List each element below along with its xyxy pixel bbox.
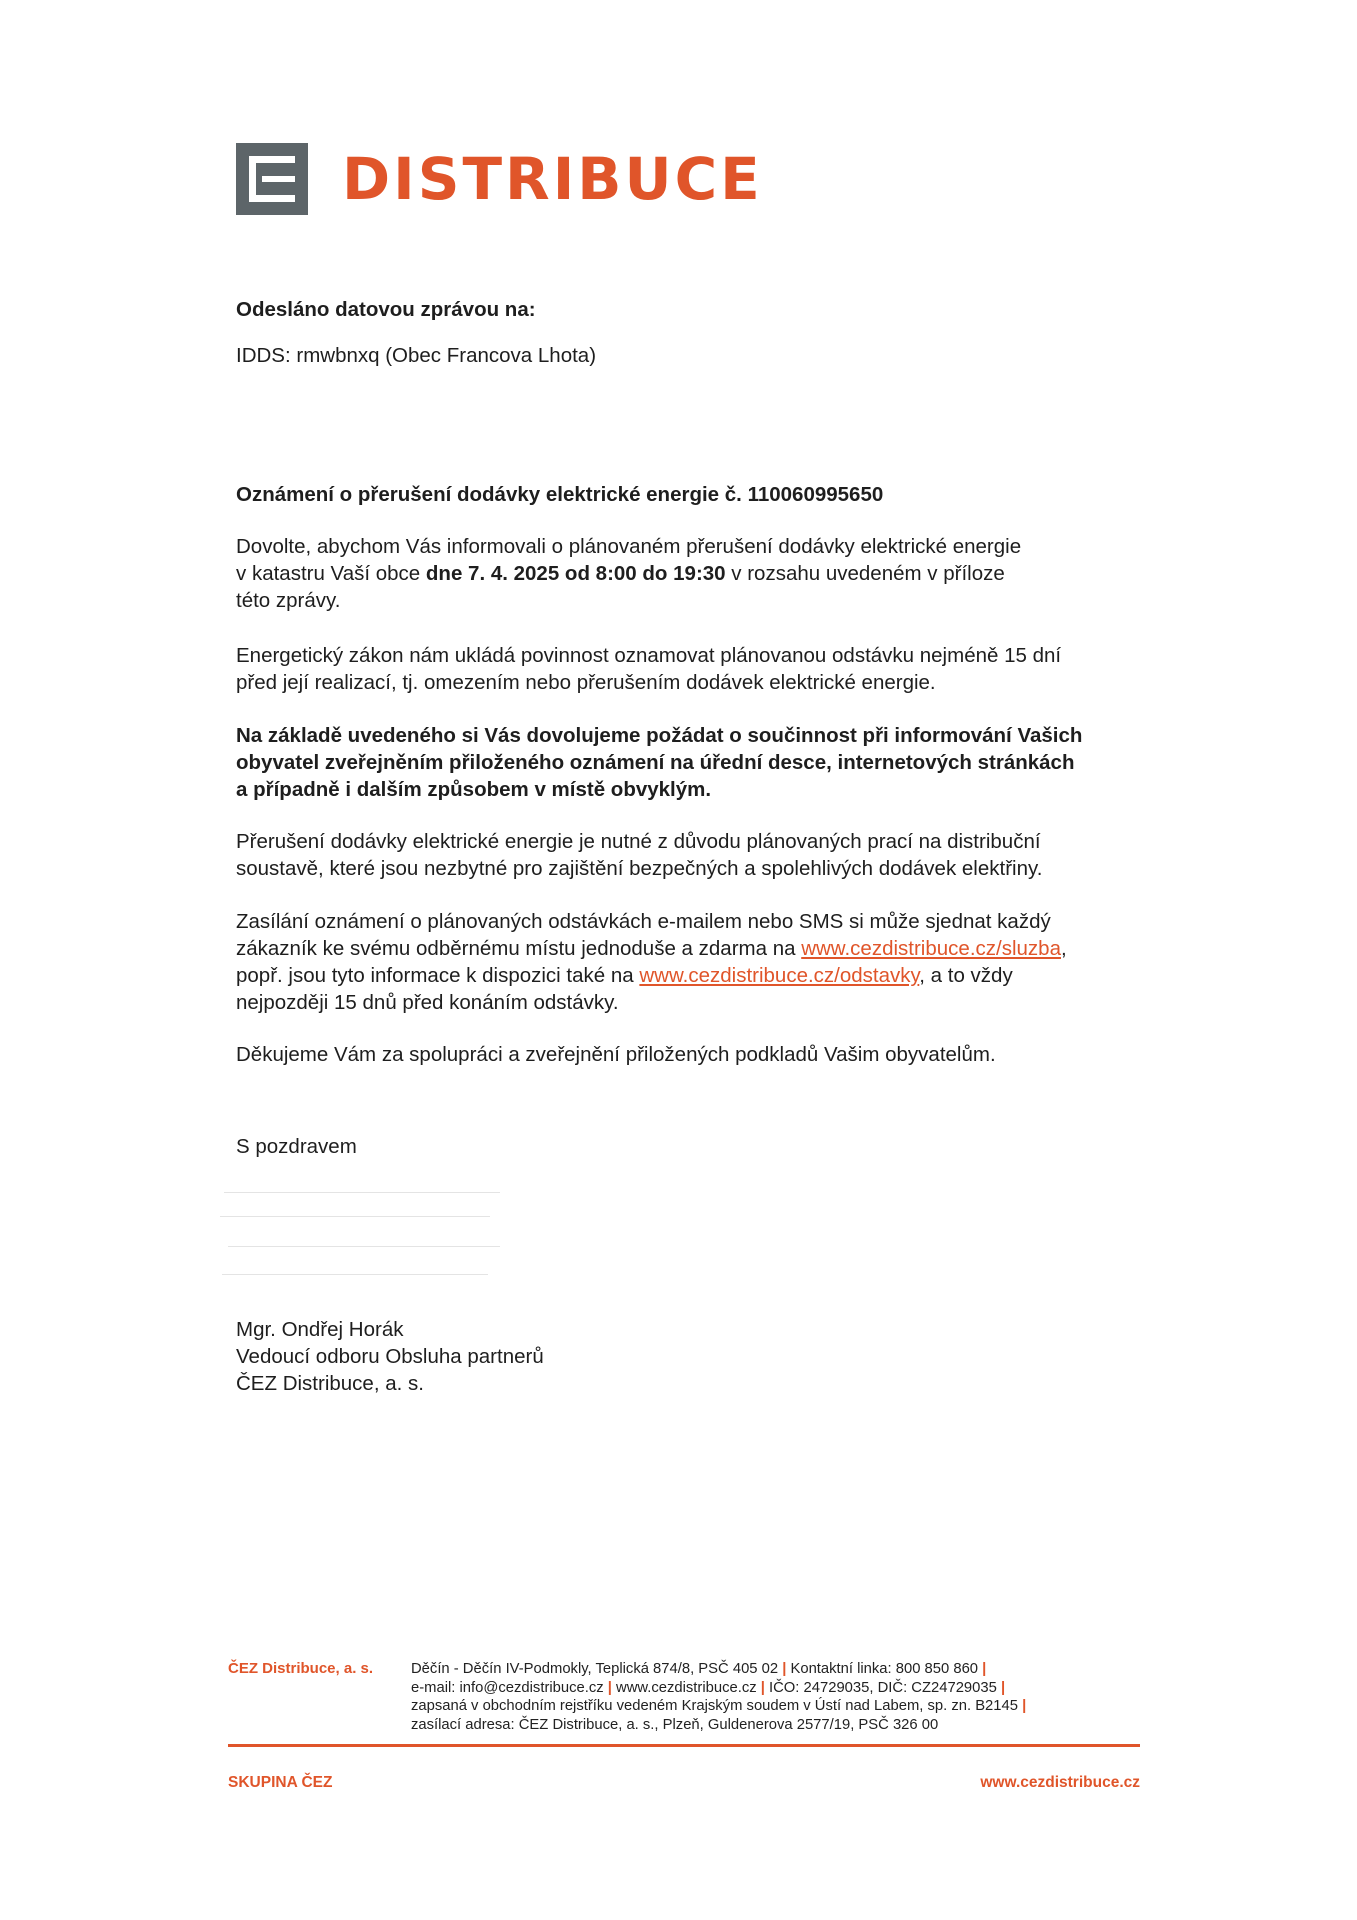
- signer-role: Vedoucí odboru Obsluha partnerů: [236, 1345, 544, 1368]
- outages-link[interactable]: www.cezdistribuce.cz/odstavky: [639, 964, 920, 987]
- paragraph-reason: Přerušení dodávky elektrické energie je nutné z důvodu plánovaných prací na distribuční soustavě, které jsou nezbytné pro zajištění bezpečných a spolehlivých dodávek elektřiny.: [236, 830, 1043, 880]
- signer-name: Mgr. Ondřej Horák: [236, 1318, 404, 1341]
- sent-via-heading: Odesláno datovou zprávou na:: [236, 298, 536, 321]
- greeting: S pozdravem: [236, 1135, 357, 1158]
- footer-details: Děčín - Děčín IV-Podmokly, Teplická 874/8, PSČ 405 02 | Kontaktní linka: 800 850 860 | e-mail: info@cezdistribuce.cz | www.cezdistribuce.cz | IČO: 24729035, DIČ: CZ24729035 | zapsaná v obchodním rejstříku vedeném Krajským soudem v Ústí nad Labem, sp. zn. B2145 | zasílací adresa: ČEZ Distribuce, a. s., Plzeň, Guldenerova 2577/19, PSČ 326 00: [411, 1661, 1027, 1733]
- cez-e-logo-icon: [236, 143, 308, 215]
- footer-divider: [228, 1744, 1140, 1747]
- footer-company: ČEZ Distribuce, a. s.: [228, 1660, 374, 1677]
- paragraph-notifications: Zasílání oznámení o plánovaných odstávkách e-mailem nebo SMS si může sjednat každý zákazník ke svému odběrnému místu jednoduše a zdarma na www.cezdistribuce.cz/sluzba, popř. jsou tyto informace k dispozici také na www.cezdistribuce.cz/odstavky, a to vždy nejpozději 15 dnů před konáním odstávky.: [236, 910, 1067, 1014]
- footer-website-link[interactable]: www.cezdistribuce.cz: [980, 1774, 1140, 1791]
- recipient-line: IDDS: rmwbnxq (Obec Francova Lhota): [236, 344, 597, 367]
- footer-group-name: SKUPINA ČEZ: [228, 1774, 333, 1791]
- paragraph-outage-notice: Dovolte, abychom Vás informovali o plánovaném přerušení dodávky elektrické energie v katastru Vaší obce dne 7. 4. 2025 od 8:00 do 19:30 v rozsahu uvedeném v příloze této zprávy.: [236, 535, 1022, 612]
- paragraph-thanks: Děkujeme Vám za spolupráci a zveřejnění přiložených podkladů Vašim obyvatelům.: [236, 1043, 996, 1066]
- signer-block: [236, 1316, 544, 1397]
- letter-subject: Oznámení o přerušení dodávky elektrické energie č. 110060995650: [236, 483, 884, 506]
- paragraph-cooperation-request: Na základě uvedeného si Vás dovolujeme požádat o součinnost při informování Vašich obyvatel zveřejněním přiloženého oznámení na úřední desce, internetových stránkách a případně i dalším způsobem v místě obvyklým.: [236, 724, 1083, 801]
- outage-date-time: dne 7. 4. 2025 od 8:00 do 19:30: [425, 562, 726, 585]
- company-logo: [236, 143, 763, 215]
- service-link[interactable]: www.cezdistribuce.cz/sluzba: [801, 937, 1061, 960]
- signer-company: ČEZ Distribuce, a. s.: [236, 1372, 424, 1395]
- logo-wordmark: DISTRIBUCE: [342, 145, 763, 213]
- paragraph-energy-law: Energetický zákon nám ukládá povinnost oznamovat plánovanou odstávku nejméně 15 dní před její realizací, tj. omezením nebo přerušením dodávek elektrické energie.: [236, 644, 1062, 694]
- signature-area: [220, 1170, 500, 1300]
